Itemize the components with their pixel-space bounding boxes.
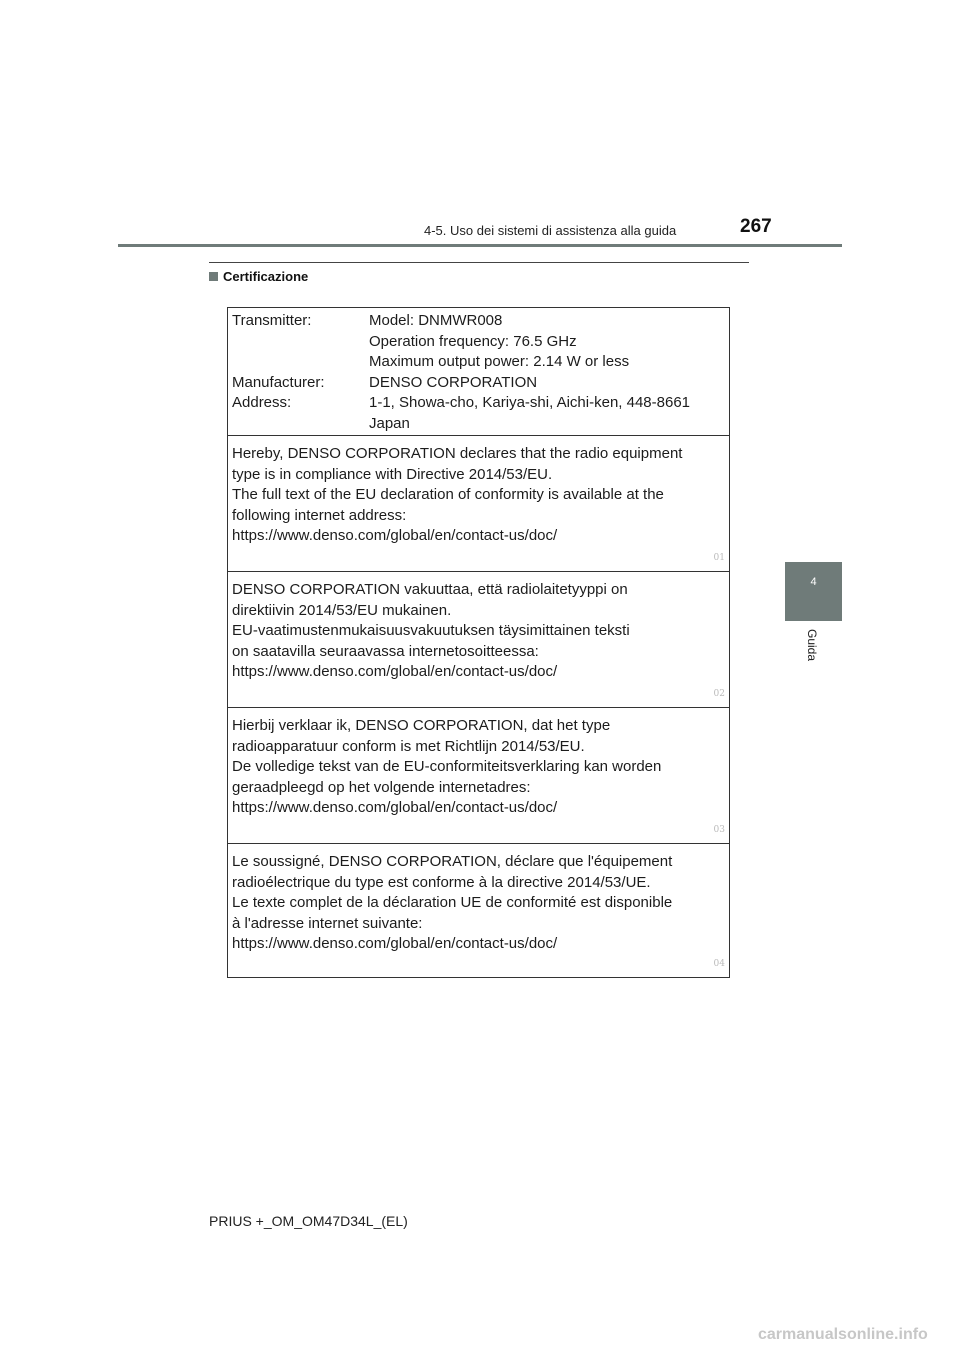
document-id: PRIUS +_OM_OM47D34L_(EL) (209, 1213, 408, 1229)
section-heading-text: Certificazione (223, 269, 309, 284)
spec-row: Address: 1-1, Showa-cho, Kariya-shi, Aichi-ken, 448-8661 (232, 394, 691, 411)
section-rule (209, 262, 749, 263)
page-number: 267 (740, 216, 772, 237)
block-number: 02 (713, 688, 725, 699)
watermark: carmanualsonline.info (758, 1326, 928, 1343)
declaration-fi: DENSO CORPORATION vakuuttaa, että radiolaitetyyppi on direktiivin 2014/53/EU mukainen. EU-vaatimustenmukaisuusvakuutuksen täysimittainen teksti on saatavilla seuraavassa internetosoitteessa: https://www.denso.com/global/en/contact-us/doc/ 02 (228, 571, 729, 707)
declaration-en: Hereby, DENSO CORPORATION declares that the radio equipment type is in compliance with Directive 2014/53/EU. The full text of the EU declaration of conformity is available at the following internet address: https://www.denso.com/global/en/contact-us/doc/ 01 (228, 435, 729, 571)
spec-row: Manufacturer: DENSO CORPORATION (232, 373, 538, 391)
spec-row: Maximum output power: 2.14 W or less (369, 353, 630, 370)
section-heading (209, 269, 308, 284)
block-number: 01 (713, 552, 725, 563)
declaration-nl: Hierbij verklaar ik, DENSO CORPORATION, dat het type radioapparatuur conform is met Richtlijn 2014/53/EU. De volledige tekst van de EU-conformiteitsverklaring kan worden geraadpleegd op het volgende internetadres: https://www.denso.com/global/en/contact-us/doc/ 03 (228, 707, 729, 843)
header-rule (118, 244, 842, 247)
chapter-label: Guida (805, 629, 819, 662)
chapter-tab (785, 562, 842, 621)
spec-row: Japan (369, 414, 410, 432)
chapter-number: 4 (810, 576, 817, 588)
declaration-fr: Le soussigné, DENSO CORPORATION, déclare que l'équipement radioélectrique du type est conforme à la directive 2014/53/UE. Le texte complet de la déclaration UE de conformité est disponible à l'adresse internet suivante: https://www.denso.com/global/en/contact-us/doc/ 04 (228, 843, 729, 977)
certification-box (227, 307, 730, 978)
block-number: 03 (713, 824, 725, 835)
spec-row: Transmitter: Model: DNMWR008 (232, 312, 503, 329)
section-title: 4-5. Uso dei sistemi di assistenza alla guida (424, 223, 677, 238)
spec-block (228, 308, 729, 435)
spec-row: Operation frequency: 76.5 GHz (369, 332, 577, 350)
block-number: 04 (713, 958, 725, 969)
square-bullet-icon (209, 272, 218, 281)
